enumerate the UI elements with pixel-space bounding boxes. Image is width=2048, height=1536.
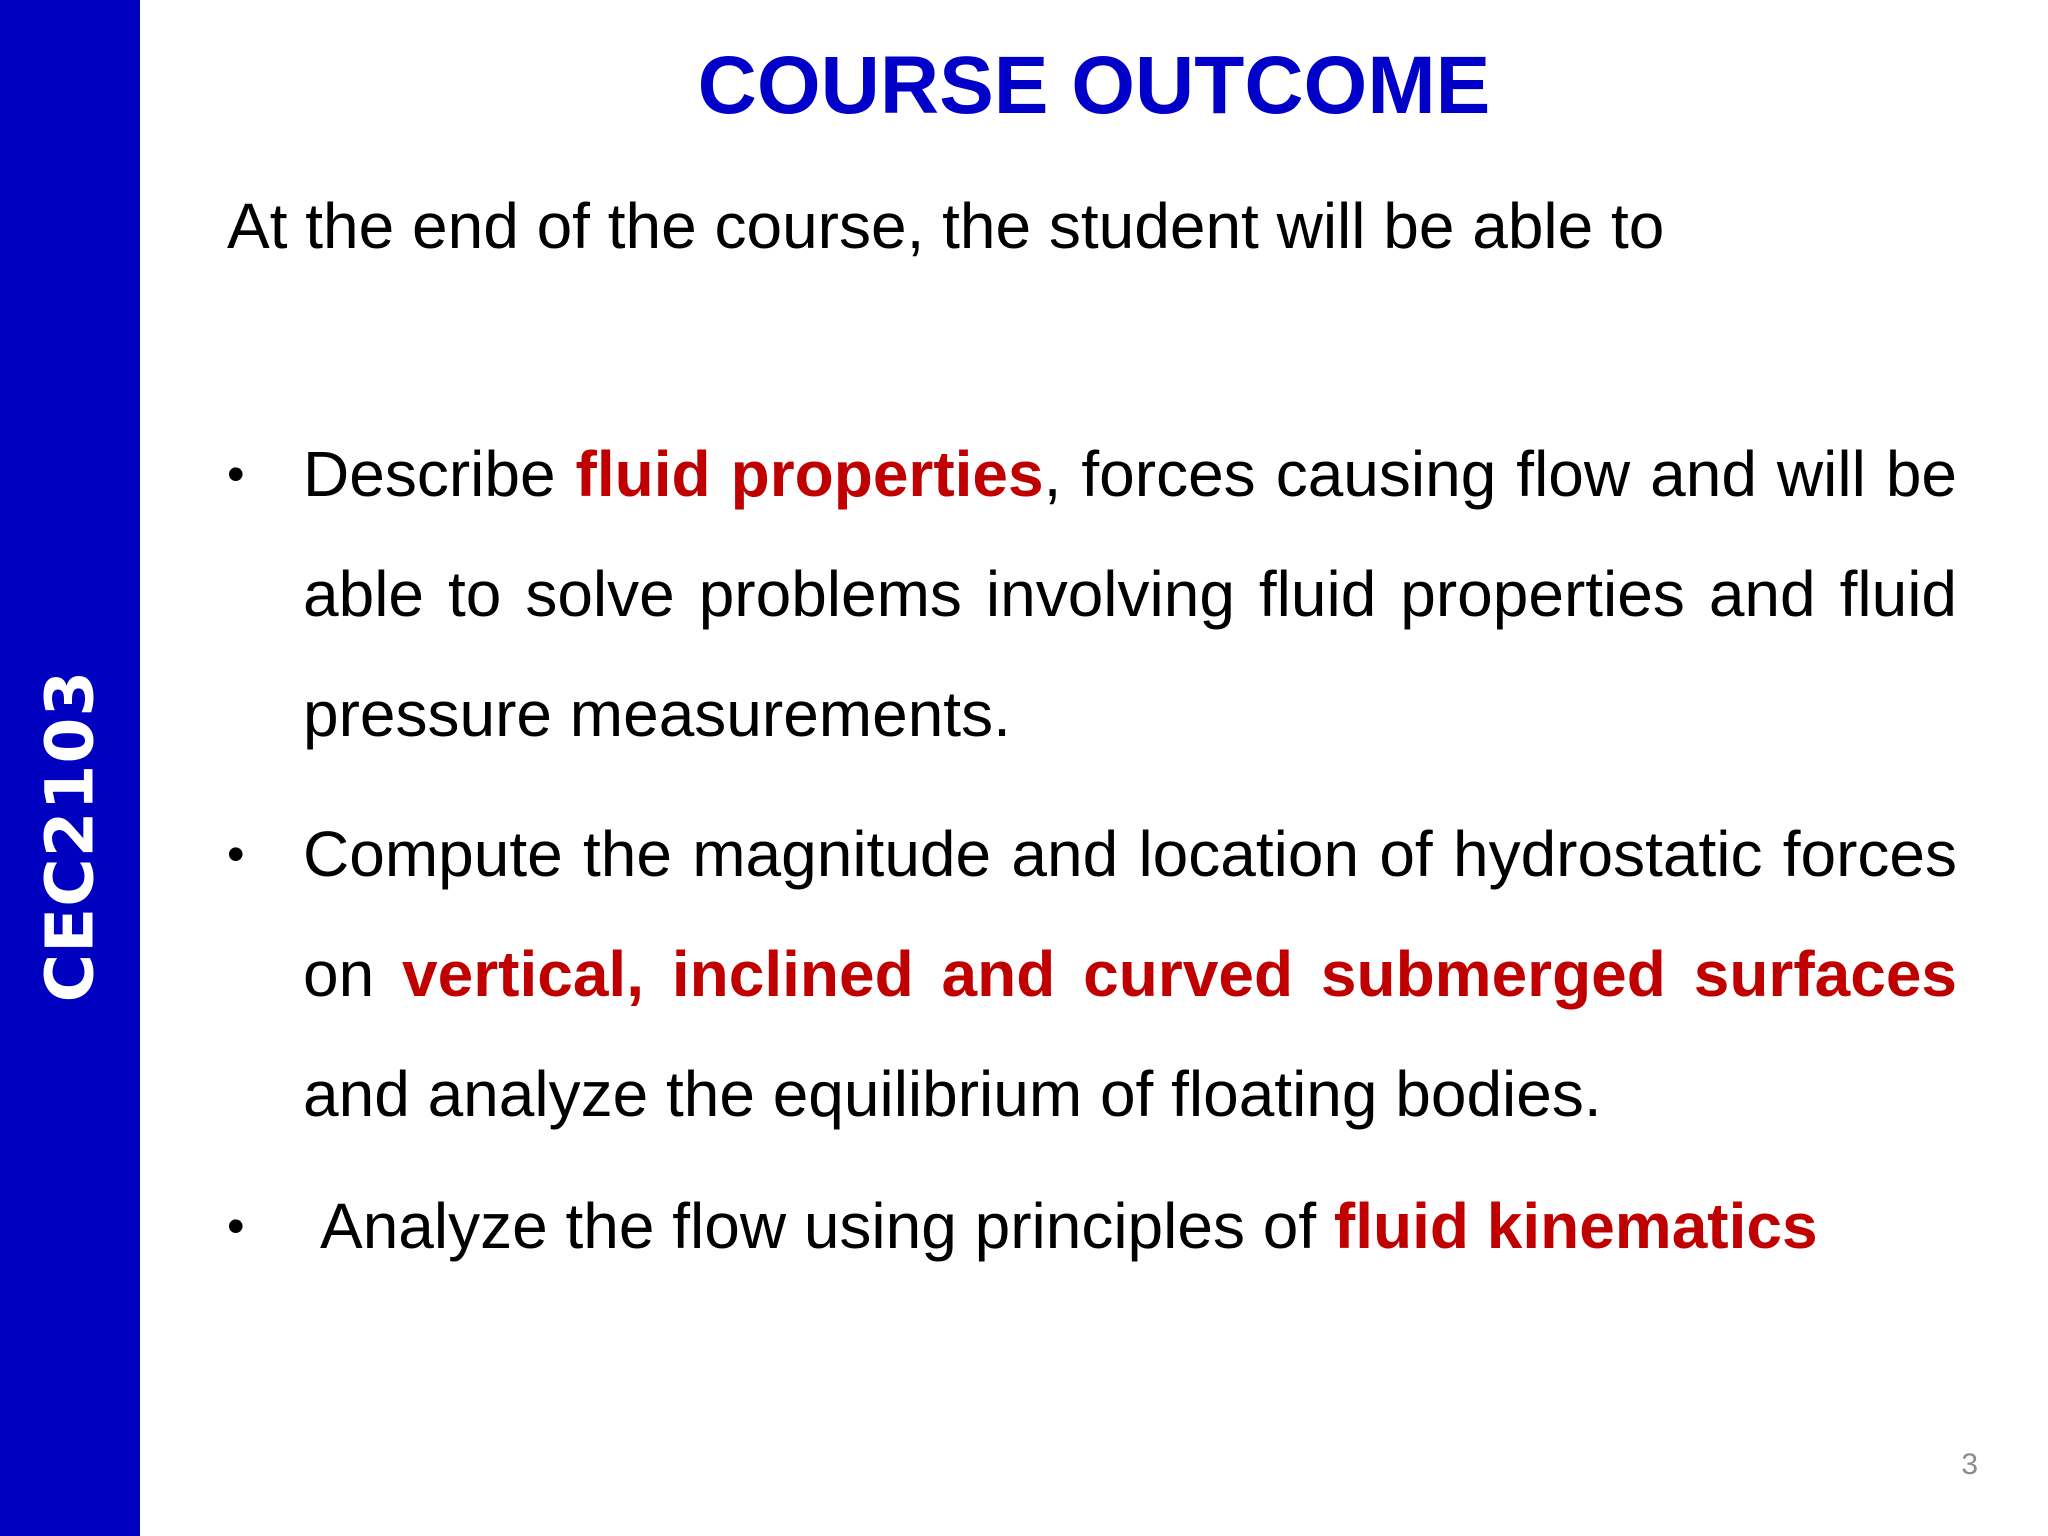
bullet-icon: • (227, 1198, 245, 1254)
highlighted-term: vertical, inclined and curved submerged surfaces (402, 938, 1957, 1010)
outcome-list (227, 414, 1957, 1286)
page-number: 3 (1961, 1448, 1978, 1481)
text-segment: Describe (303, 438, 576, 510)
course-code: CEC2103 (31, 669, 109, 1003)
outcome-text (303, 818, 1957, 1130)
text-segment: , forces causing flow and will be able to solve problems involving fluid properties and fluid pressure measurements. (303, 438, 1957, 750)
bullet-icon: • (227, 446, 245, 502)
outcome-item-2 (227, 794, 1957, 1154)
outcome-item-3 (227, 1166, 1957, 1286)
bullet-icon: • (227, 826, 245, 882)
text-segment: and analyze the equilibrium of floating bodies. (303, 1058, 1602, 1130)
sidebar (0, 0, 140, 1536)
highlighted-term: fluid kinematics (1333, 1190, 1818, 1262)
outcome-text (303, 438, 1957, 750)
intro-text: At the end of the course, the student will be able to (227, 190, 1665, 262)
text-segment: Analyze the flow using principles of (320, 1190, 1334, 1262)
outcome-item-1 (227, 414, 1957, 774)
outcome-text (320, 1190, 1818, 1262)
slide-title: COURSE OUTCOME (697, 40, 1491, 131)
highlighted-term: fluid properties (575, 438, 1044, 510)
text-segment: Compute the magnitude and location of hydrostatic forces on (303, 818, 1957, 1010)
